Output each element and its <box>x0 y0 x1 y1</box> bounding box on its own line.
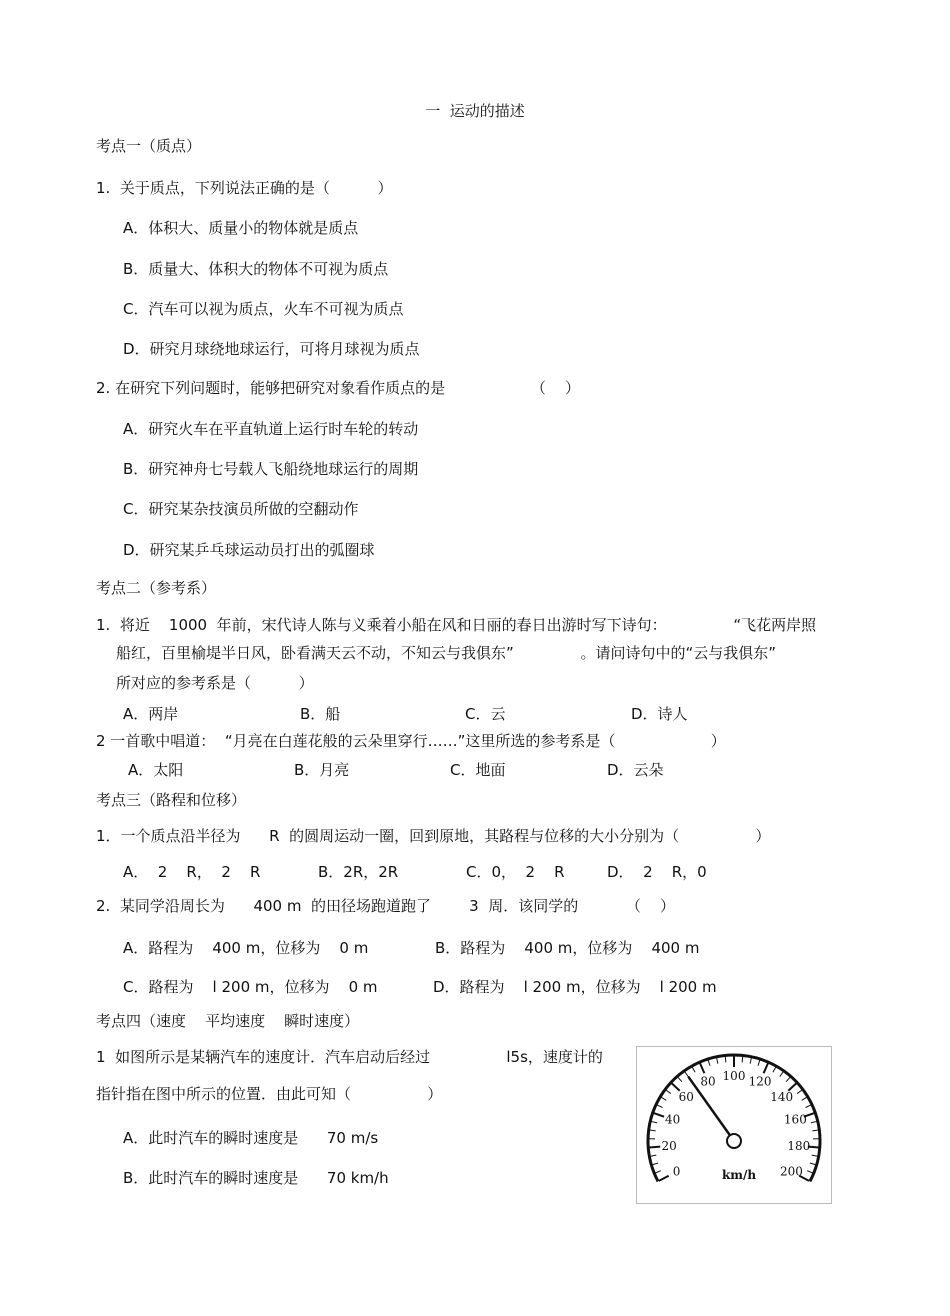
option: A．体积大、质量小的物体就是质点 <box>123 219 359 237</box>
tick-label: 120 <box>748 1074 772 1089</box>
section-heading-2: 考点二（参考系） <box>96 579 217 597</box>
option: C．路程为 l 200 m，位移为 0 m <box>123 978 378 996</box>
option: B．2R，2R <box>318 863 399 881</box>
option: C．0， 2 R <box>466 863 565 881</box>
minor-tick <box>797 1090 802 1094</box>
section-heading-1: 考点一（质点） <box>96 137 202 155</box>
needle-hub <box>727 1134 741 1148</box>
minor-tick <box>655 1171 661 1173</box>
option: A．路程为 400 m，位移为 0 m <box>123 939 369 957</box>
major-tick <box>700 1063 704 1073</box>
option: A．太阳 <box>128 761 184 779</box>
minor-tick <box>650 1130 656 1131</box>
option: B．月亮 <box>294 761 350 779</box>
question-1-2-stem: 2. 在研究下列问题时，能够把研究对象看作质点的是 （ ） <box>96 379 580 397</box>
option: C．汽车可以视为质点，火车不可视为质点 <box>123 300 404 318</box>
dial-labels <box>662 1069 811 1179</box>
speed-unit-label: km/h <box>721 1168 757 1182</box>
major-tick <box>659 1176 669 1181</box>
minor-tick <box>773 1067 776 1072</box>
minor-tick <box>650 1155 656 1156</box>
minor-tick <box>666 1090 671 1094</box>
minor-tick <box>811 1121 817 1122</box>
minor-tick <box>786 1077 790 1082</box>
question-3-2-stem: 2. 某同学沿周长为 400 m 的田径场跑道跑了 3 周．该同学的 （ ） <box>96 897 675 915</box>
minor-tick <box>750 1058 751 1064</box>
option: A．两岸 <box>123 705 179 723</box>
option: D．路程为 l 200 m，位移为 l 200 m <box>433 978 717 996</box>
question-2-2-stem: 2 一首歌中唱道： “月亮在白莲花般的云朵里穿行……”这里所选的参考系是（ ） <box>96 732 726 750</box>
minor-tick <box>780 1072 783 1077</box>
minor-tick <box>802 1097 807 1100</box>
question-2-1-line-1: 1. 将近 1000 年前，宋代诗人陈与义乘着小船在风和日丽的春日出游时写下诗句： “飞花两岸照 <box>96 616 817 634</box>
option: D．研究月球绕地球运行，可将月球视为质点 <box>123 340 420 358</box>
minor-tick <box>652 1163 658 1165</box>
tick-label: 200 <box>779 1164 803 1179</box>
section-heading-4: 考点四（速度 平均速度 瞬时速度） <box>96 1012 360 1030</box>
major-tick <box>654 1113 664 1117</box>
option: A．研究火车在平直轨道上运行时车轮的转动 <box>123 420 419 438</box>
option: B．此时汽车的瞬时速度是 70 km/h <box>123 1169 389 1187</box>
question-4-1-line-1: 1 如图所示是某辆汽车的速度计．汽车启动后经过 l5s，速度计的 <box>96 1048 603 1066</box>
option: B．质量大、体积大的物体不可视为质点 <box>123 260 389 278</box>
major-tick <box>764 1063 768 1073</box>
question-3-1-stem: 1．一个质点沿半径为 R 的圆周运动一圈，回到原地，其路程与位移的大小分别为（ ） <box>96 827 771 845</box>
option: D． 2 R，0 <box>607 863 707 881</box>
option: B．研究神舟七号载人飞船绕地球运行的周期 <box>123 460 419 478</box>
tick-label: 80 <box>700 1074 716 1089</box>
minor-tick <box>661 1097 666 1100</box>
question-2-1-line-2: 船红，百里榆堤半日风，卧看满天云不动，不知云与我俱东” 。请问诗句中的“云与我俱东” <box>116 644 777 662</box>
minor-tick <box>651 1121 657 1122</box>
minor-tick <box>685 1072 688 1077</box>
minor-tick <box>678 1077 682 1082</box>
tick-label: 100 <box>722 1069 746 1083</box>
minor-tick <box>742 1056 743 1062</box>
tick-label: 140 <box>770 1089 794 1104</box>
tick-label: 40 <box>664 1112 681 1127</box>
option: B．路程为 400 m，位移为 400 m <box>435 939 700 957</box>
minor-tick <box>812 1155 818 1156</box>
question-4-1-line-2: 指针指在图中所示的位置．由此可知（ ） <box>96 1085 443 1103</box>
tick-label: 160 <box>783 1112 807 1127</box>
option: C．云 <box>465 705 506 723</box>
option: C．研究某杂技演员所做的空翻动作 <box>123 500 359 518</box>
question-1-1-stem: 1. 关于质点，下列说法正确的是（ ） <box>96 179 393 197</box>
tick-label: 0 <box>672 1164 681 1179</box>
speedometer-dial <box>637 1047 831 1203</box>
tick-label: 60 <box>678 1089 694 1104</box>
question-2-1-line-3: 所对应的参考系是（ ） <box>116 674 314 692</box>
option: D．研究某乒乓球运动员打出的弧圈球 <box>123 541 375 559</box>
option: D．云朵 <box>607 761 664 779</box>
minor-tick <box>758 1060 760 1066</box>
option: D．诗人 <box>631 705 688 723</box>
speedometer-figure <box>636 1046 832 1204</box>
section-heading-3: 考点三（路程和位移） <box>96 791 247 809</box>
option: A．此时汽车的瞬时速度是 70 m/s <box>123 1129 379 1147</box>
major-tick <box>649 1147 660 1148</box>
minor-tick <box>708 1060 710 1066</box>
minor-tick <box>717 1058 718 1064</box>
option: C．地面 <box>450 761 506 779</box>
option: A． 2 R， 2 R <box>123 863 261 881</box>
page-title: 一 运动的描述 <box>425 102 525 120</box>
option: B．船 <box>300 705 341 723</box>
minor-tick <box>807 1171 813 1173</box>
minor-tick <box>692 1067 695 1072</box>
minor-tick <box>657 1105 662 1108</box>
minor-tick <box>810 1163 816 1165</box>
tick-label: 20 <box>661 1138 677 1153</box>
tick-label: 180 <box>787 1138 811 1153</box>
minor-tick <box>806 1105 811 1108</box>
minor-tick <box>812 1130 818 1131</box>
minor-tick <box>725 1056 726 1062</box>
